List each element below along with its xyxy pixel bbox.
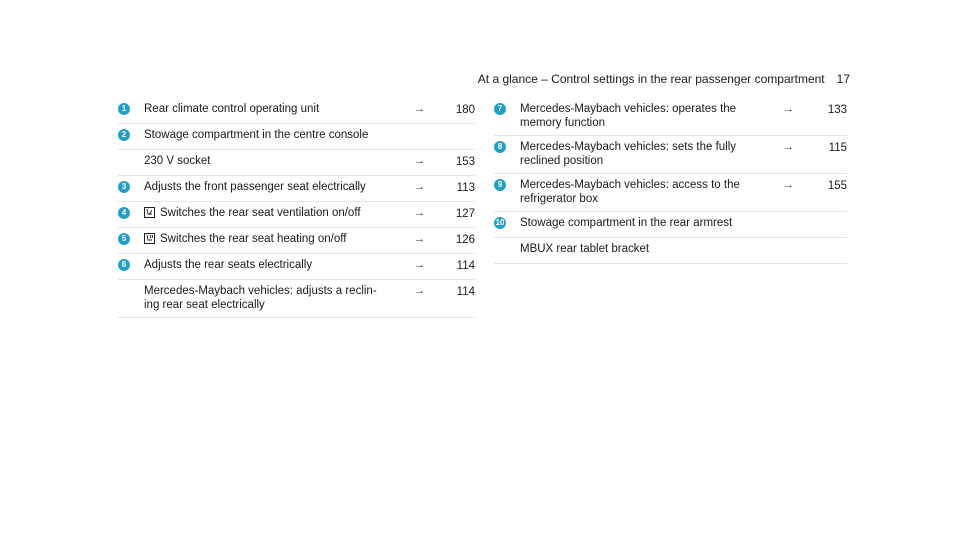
list-item <box>118 176 475 202</box>
list-item <box>118 202 475 228</box>
callout-badge: 3 <box>118 181 130 193</box>
callout-badge: 1 <box>118 103 130 115</box>
list-item <box>118 254 475 280</box>
list-item <box>494 212 847 238</box>
item-text: Stowage compartment in the rear armrest <box>520 217 733 229</box>
callout-badge: 8 <box>494 141 506 153</box>
callout-badge: 10 <box>495 218 505 227</box>
callout-badge: 4 <box>118 207 130 219</box>
page-number: 17 <box>836 72 850 86</box>
callout-badge: 9 <box>494 179 506 191</box>
page-reference[interactable]: 126 <box>455 234 475 246</box>
arrow-icon: → <box>414 259 425 271</box>
seat-heating-icon <box>144 233 155 244</box>
arrow-icon: → <box>414 207 425 219</box>
arrow-icon: → <box>783 179 794 191</box>
running-header <box>478 72 850 86</box>
item-text: Switches the rear seat heating on/off <box>160 233 347 245</box>
item-text: Rear climate control operating unit <box>144 103 320 115</box>
arrow-icon: → <box>414 155 425 167</box>
list-item <box>494 98 847 136</box>
callout-badge: 2 <box>118 129 130 141</box>
item-text: Mercedes-Maybach vehicles: operates the memory function <box>520 103 737 129</box>
callout-badge: 7 <box>494 103 506 115</box>
list-item <box>118 98 475 124</box>
right-column <box>494 98 847 264</box>
item-text: Mercedes-Maybach vehicles: sets the fully reclined position <box>520 141 737 167</box>
list-item <box>118 150 475 176</box>
list-item <box>118 228 475 254</box>
page-reference[interactable]: 153 <box>455 156 475 168</box>
left-column <box>118 98 475 318</box>
page-reference[interactable]: 114 <box>456 260 475 272</box>
arrow-icon: → <box>414 103 425 115</box>
page-reference[interactable]: 127 <box>455 208 475 220</box>
item-text: Mercedes-Maybach vehicles: adjusts a reclin-ing rear seat electrically <box>144 285 377 311</box>
page-reference[interactable]: 155 <box>827 180 847 192</box>
header-title: At a glance – Control settings in the rear passenger compartment <box>477 72 825 86</box>
page-reference[interactable]: 114 <box>456 286 475 298</box>
item-text: 230 V socket <box>144 155 211 167</box>
item-text: Adjusts the rear seats electrically <box>144 259 313 271</box>
item-text: Adjusts the front passenger seat electrically <box>144 181 366 193</box>
arrow-icon: → <box>414 233 425 245</box>
page-reference[interactable]: 113 <box>456 182 475 194</box>
page-reference[interactable]: 133 <box>827 104 847 116</box>
page-reference[interactable]: 115 <box>828 142 847 154</box>
callout-badge: 5 <box>118 233 130 245</box>
list-item <box>494 136 847 174</box>
arrow-icon: → <box>414 181 425 193</box>
arrow-icon: → <box>783 141 794 153</box>
list-item <box>494 238 847 264</box>
list-item <box>118 124 475 150</box>
item-text: MBUX rear tablet bracket <box>520 243 650 255</box>
arrow-icon: → <box>783 103 794 115</box>
list-item <box>494 174 847 212</box>
arrow-icon: → <box>414 285 425 297</box>
page-reference[interactable]: 180 <box>455 104 475 116</box>
item-text: Stowage compartment in the centre console <box>144 129 369 141</box>
item-text: Switches the rear seat ventilation on/off <box>160 207 361 219</box>
seat-ventilation-icon <box>144 207 155 218</box>
list-item <box>118 280 475 318</box>
item-text: Mercedes-Maybach vehicles: access to the refrigerator box <box>520 179 740 205</box>
callout-badge: 6 <box>118 259 130 271</box>
